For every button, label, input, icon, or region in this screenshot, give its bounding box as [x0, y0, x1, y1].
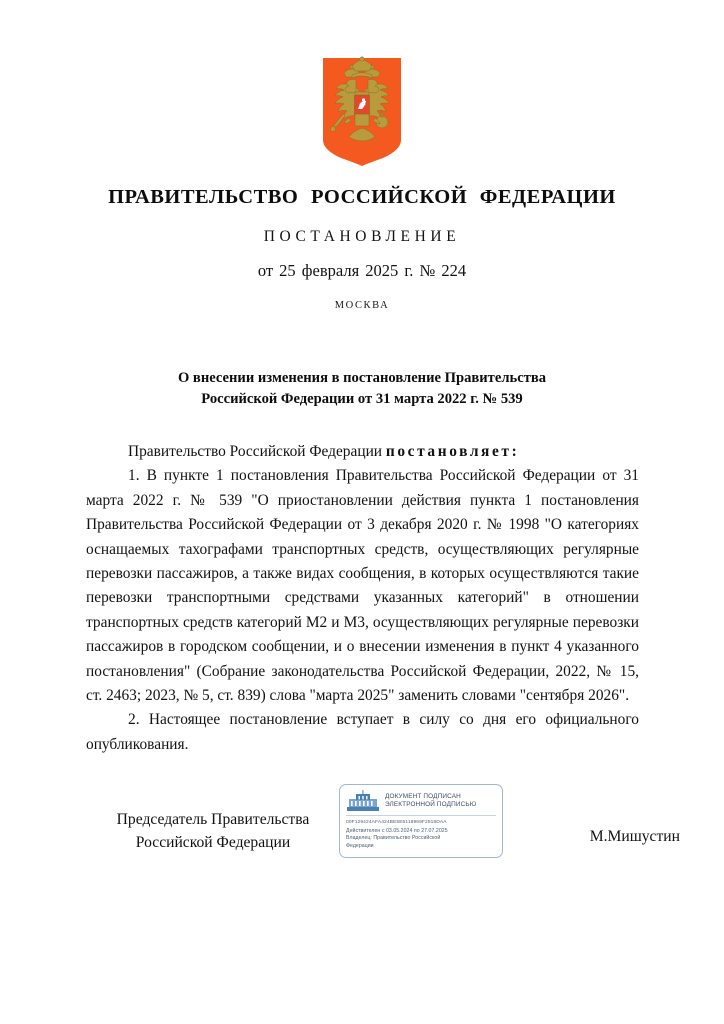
- emblem-container: [0, 54, 724, 166]
- estamp-title: [385, 793, 476, 810]
- government-building-icon: [346, 790, 380, 812]
- signer-role: [88, 808, 338, 854]
- city-label: МОСКВА: [334, 300, 390, 311]
- estamp-owner-line-2: Федерации: [346, 843, 374, 850]
- signer-role-line-1: Председатель Правительства: [116, 811, 310, 828]
- document-kind: ПОСТАНОВЛЕНИЕ: [263, 228, 461, 245]
- body-clause-2: 2. Настоящее постановление вступает в силу со дня его официального опубликования.: [86, 711, 639, 753]
- intro-prefix: Правительство Российской Федерации: [128, 443, 386, 460]
- date-and-number: от 25 февраля 2025 г. № 224: [257, 261, 467, 280]
- estamp-certificate-hash: 00F129424AFA424BE5E6118969F2816DAA: [346, 820, 447, 825]
- signer-role-line-2: Российской Федерации: [135, 834, 291, 851]
- intro-emphasis: постановляет:: [385, 443, 520, 460]
- document-body: [86, 440, 639, 757]
- estamp-owner-line-1: Владелец: Правительство Российской: [346, 835, 441, 842]
- subject-line-2: Российской Федерации от 31 марта 2022 г. № 539: [201, 391, 523, 407]
- electronic-signature-stamp: [339, 784, 503, 858]
- russian-coat-of-arms-icon: [319, 54, 405, 166]
- body-intro: [86, 440, 639, 464]
- subject-line-1: О внесении изменения в постановление Правительства: [177, 370, 547, 386]
- body-clause-1: 1. В пункте 1 постановления Правительства Российской Федерации от 31 марта 2022 г. № 539 "О приостановлении действия пункта 1 постановления Правительства Российской Федерации от 3 декабря 2020 г. № 1998 "О категориях оснащаемых тахографами транспортных средств, осуществляющих регулярные перевозки пассажиров, а также видах сообщения, в которых осуществляются такие перевозки транспортными средствами указанных категорий" в отношении транспортных средств категорий М2 и М3, осуществляющих регулярные перевозки пассажиров в городском сообщении, и о внесении изменения в пункт 4 указанного постановления" (Собрание законодательства Российской Федерации, 2022, № 15, ст. 2463; 2023, № 5, ст. 839) слова "марта 2025" заменить словами "сентября 2026".: [86, 467, 639, 705]
- estamp-header: [346, 790, 496, 812]
- estamp-details: [346, 819, 496, 850]
- document-subject: [96, 368, 628, 410]
- estamp-validity: Действителен с 03.05.2024 по 27.07.2025: [346, 827, 448, 834]
- estamp-title-line-2: ЭЛЕКТРОННОЙ ПОДПИСЬЮ: [385, 801, 477, 808]
- signer-name: М.Мишустин: [589, 828, 680, 845]
- government-title: ПРАВИТЕЛЬСТВО РОССИЙСКОЙ ФЕДЕРАЦИИ: [108, 186, 616, 208]
- estamp-title-line-1: ДОКУМЕНТ ПОДПИСАН: [385, 792, 461, 800]
- estamp-divider: [346, 815, 496, 816]
